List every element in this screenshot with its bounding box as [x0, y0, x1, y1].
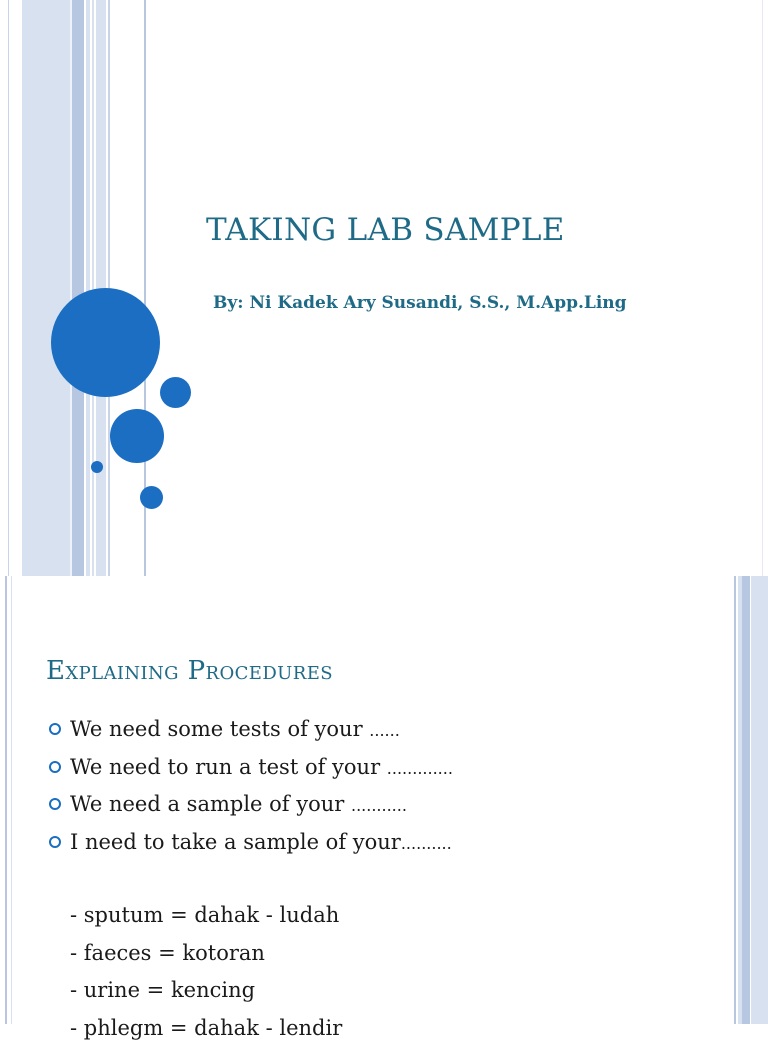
list-item [48, 714, 453, 752]
vocabulary-item: - urine = kencing [70, 975, 342, 1013]
decorative-stripe [742, 576, 750, 1024]
slide-title: TAKING LAB SAMPLE [206, 212, 565, 248]
bullet-circle-icon [49, 836, 61, 848]
bullet-circle-icon [49, 798, 61, 810]
bullet-circle-icon [49, 723, 61, 735]
decorative-circle [140, 486, 163, 509]
decorative-circle [91, 461, 103, 473]
decorative-stripe [72, 0, 84, 576]
bullet-text: I need to take a sample of your [70, 830, 401, 854]
content-slide [0, 576, 768, 1024]
decorative-stripe [8, 0, 9, 576]
vocabulary-item: - phlegm = dahak - lendir [70, 1013, 342, 1050]
decorative-stripe [11, 576, 12, 1024]
decorative-circle [110, 409, 164, 463]
list-item [48, 827, 453, 865]
slide-title: Explaining Procedures [46, 656, 333, 686]
bullet-text: We need a sample of your [70, 792, 351, 816]
decorative-stripe [86, 0, 90, 576]
list-item [48, 789, 453, 827]
vocabulary-item: - sputum = dahak - ludah [70, 900, 342, 938]
vocabulary-list [70, 900, 342, 1050]
blank-dots: ........... [351, 796, 407, 815]
slide-subtitle: By: Ni Kadek Ary Susandi, S.S., M.App.Ling [213, 293, 627, 313]
decorative-stripe [762, 0, 763, 576]
bullet-text: We need to run a test of your [70, 755, 387, 779]
blank-dots: ...... [369, 721, 400, 740]
blank-dots: .......... [401, 834, 452, 853]
bullet-list [48, 714, 453, 864]
bullet-circle-icon [49, 761, 61, 773]
decorative-stripe [92, 0, 94, 576]
decorative-stripe [734, 576, 736, 1024]
decorative-circle [51, 288, 160, 397]
decorative-stripe [22, 0, 70, 576]
list-item [48, 752, 453, 790]
blank-dots: ............. [387, 759, 453, 778]
decorative-stripe [751, 576, 768, 1024]
bullet-text: We need some tests of your [70, 717, 369, 741]
vocabulary-item: - faeces = kotoran [70, 938, 342, 976]
decorative-stripe [5, 576, 7, 1024]
decorative-circle [160, 377, 191, 408]
